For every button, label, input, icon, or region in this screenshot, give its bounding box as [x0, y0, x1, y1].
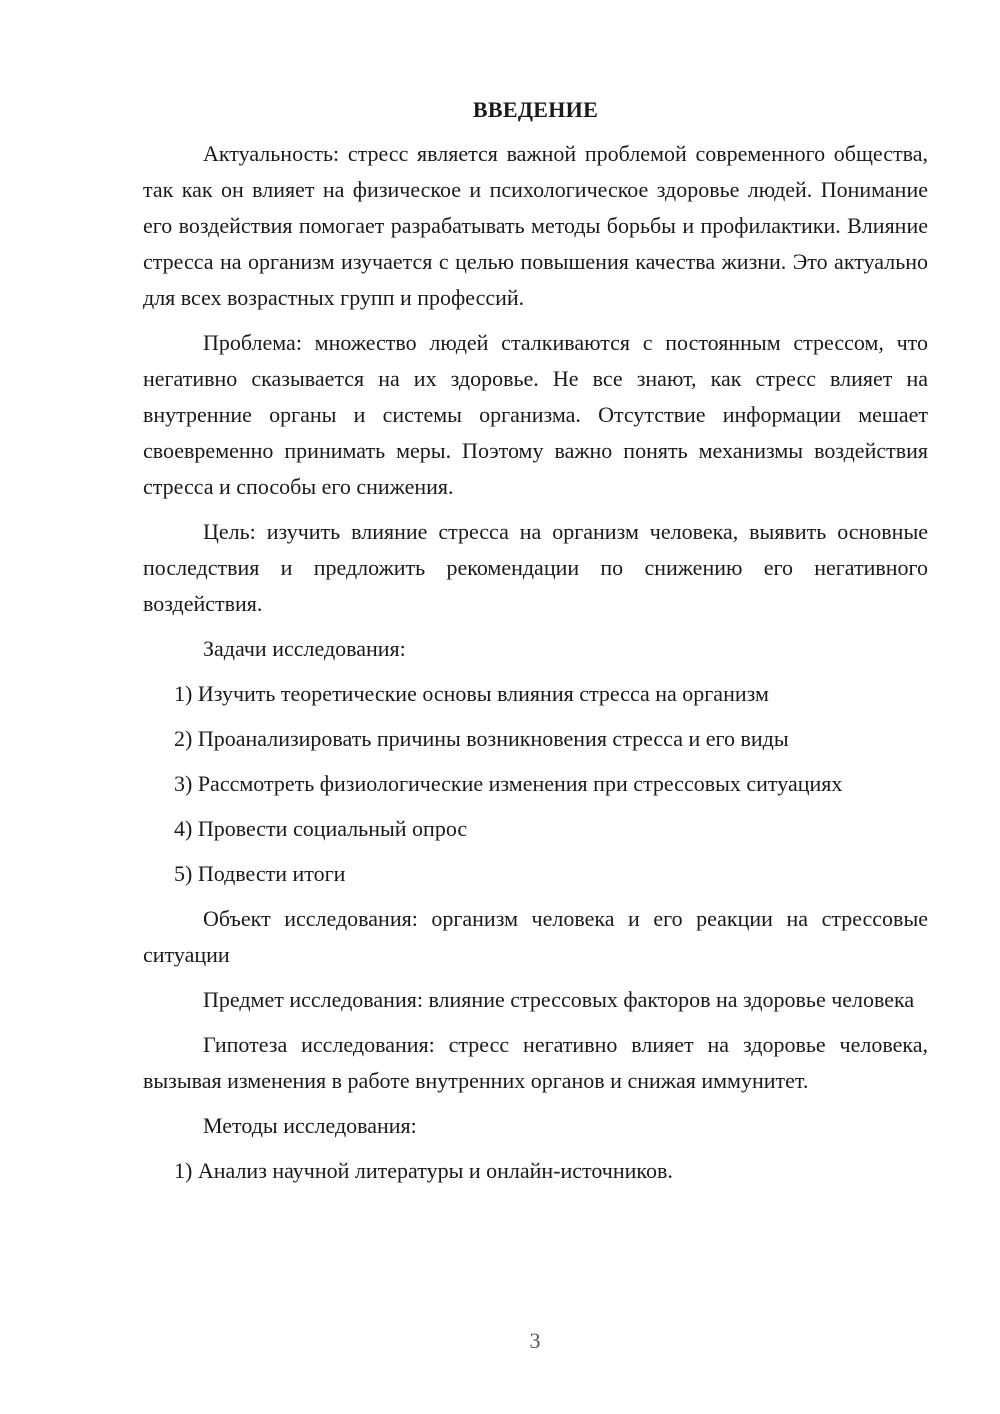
- page-content: [143, 90, 928, 1198]
- tasks-heading: Задачи исследования:: [203, 636, 406, 661]
- tasks-list: [143, 676, 928, 892]
- list-item: 1) Изучить теоретические основы влияния стресса на организм: [174, 681, 769, 706]
- list-item: 4) Провести социальный опрос: [174, 816, 468, 841]
- paragraph-object: Объект исследования: организм человека и его реакции на стрессовые ситуации: [143, 906, 928, 967]
- list-item: 2) Проанализировать причины возникновения стресса и его виды: [174, 726, 789, 751]
- list-item: 3) Рассмотреть физиологические изменения при стрессовых ситуациях: [174, 771, 843, 796]
- paragraph-subject: Предмет исследования: влияние стрессовых факторов на здоровье человека: [203, 987, 915, 1012]
- methods-heading: Методы исследования:: [203, 1113, 417, 1138]
- list-item: 5) Подвести итоги: [174, 861, 346, 886]
- paragraph-problem: Проблема: множество людей сталкиваются с постоянным стрессом, что негативно сказывается на их здоровье. Не все знают, как стресс влияет на внутренние органы и системы организма. Отсутствие информации мешает своевременно принимать меры. Поэтому важно понять механизмы воздействия стресса и способы его снижения.: [143, 330, 928, 499]
- paragraph-goal: Цель: изучить влияние стресса на организм человека, выявить основные последствия и предложить рекомендации по снижению его негативного воздействия.: [143, 519, 928, 616]
- paragraph-relevance: Актуальность: стресс является важной проблемой современного общества, так как он влияет на физическое и психологическое здоровье людей. Понимание его воздействия помогает разрабатывать методы борьбы и профилактики. Влияние стресса на организм изучается с целью повышения качества жизни. Это актуально для всех возрастных групп и профессий.: [143, 141, 928, 310]
- page-number: 3: [529, 1328, 541, 1353]
- methods-list: [143, 1153, 928, 1189]
- list-item: 1) Анализ научной литературы и онлайн-источников.: [174, 1158, 673, 1183]
- paragraph-hypothesis: Гипотеза исследования: стресс негативно влияет на здоровье человека, вызывая изменения в работе внутренних органов и снижая иммунитет.: [143, 1032, 928, 1093]
- section-title: ВВЕДЕНИЕ: [472, 97, 599, 122]
